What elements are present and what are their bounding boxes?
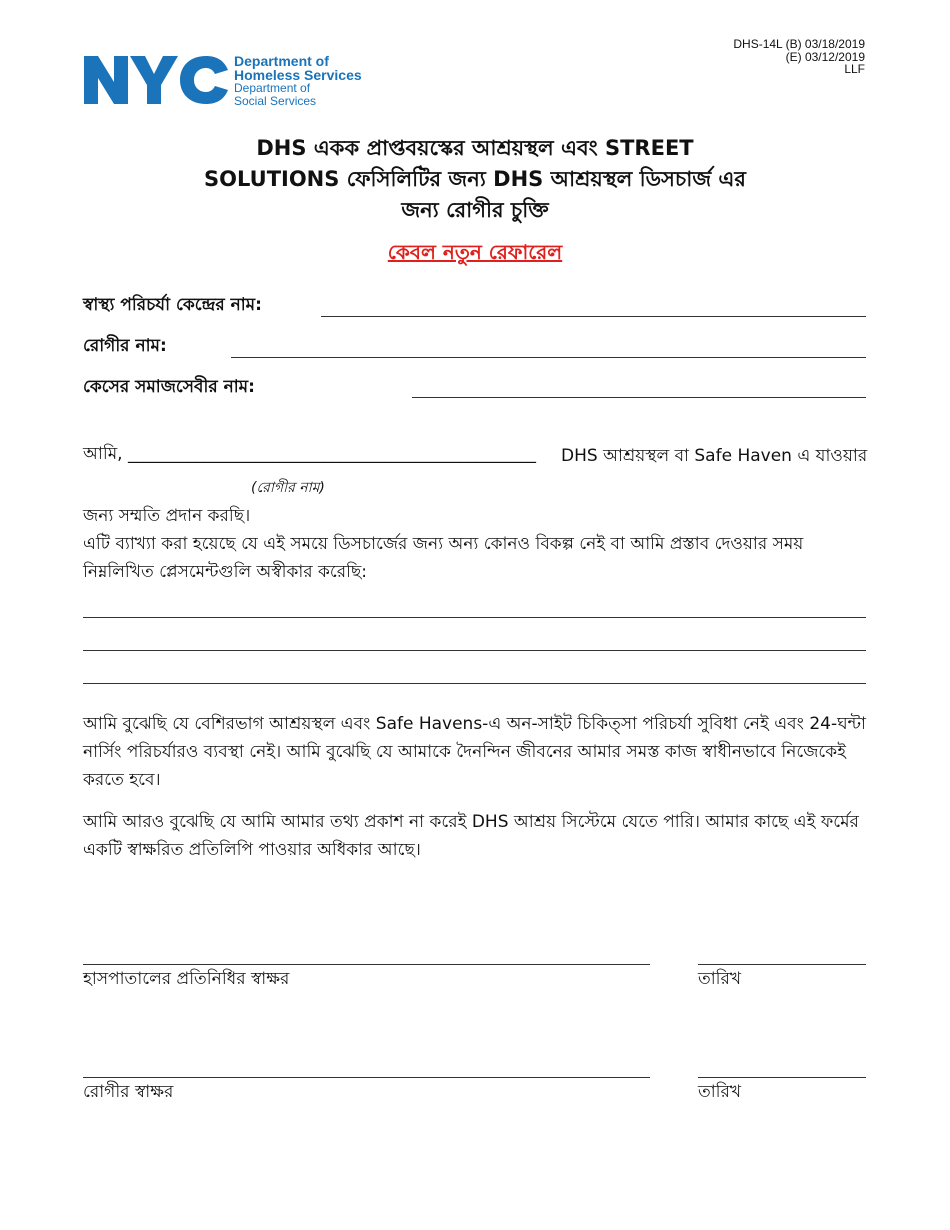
consent-name-line[interactable] <box>83 441 536 469</box>
hospital-rep-signature-label: হাসপাতালের প্রতিনিধির স্বাক্ষর <box>83 969 290 989</box>
nyc-logo <box>82 54 372 110</box>
consent-prefix: আমি, ________________________________________________ <box>83 444 536 464</box>
caseworker-name-label: কেসের সমাজসেবীর নাম: <box>83 377 255 397</box>
title-line2: SOLUTIONS ফেসিলিটির জন্য DHS আশ্রয়স্থল ডিসচার্জ এর <box>204 167 746 191</box>
consent-text <box>83 502 873 586</box>
document-subtitle: কেবল নতুন রেফারেল <box>387 240 563 264</box>
form-code-line1: DHS-14L (B) 03/18/2019 <box>733 37 865 51</box>
title-line3: জন্য রোগীর চুক্তি <box>401 198 549 222</box>
patient-name-label: রোগীর নাম: <box>83 336 167 356</box>
patient-signature-label: রোগীর স্বাক্ষর <box>83 1082 174 1102</box>
logo-line4: Social Services <box>234 94 317 108</box>
consent-suffix: DHS আশ্রয়স্থল বা Safe Haven এ যাওয়ার <box>561 446 868 466</box>
paragraph-1-line1: আমি বুঝেছি যে বেশিরভাগ আশ্রয়স্থল এবং Safe Havens-এ অন-সাইট চিকিত্সা পরিচর্যা সুবিধা নেই এবং 24-ঘন্টা <box>83 714 866 734</box>
patient-name-hint: (রোগীর নাম) <box>251 480 325 496</box>
paragraph-1-line3: করতে হবে। <box>83 770 161 790</box>
logo-line1: Department of <box>234 53 329 69</box>
facility-name-label: স্বাস্থ্য পরিচর্যা কেন্দ্রের নাম: <box>83 295 262 315</box>
declined-placement-line-2[interactable] <box>83 650 866 651</box>
paragraph-1-line2: নার্সিং পরিচর্যারও ব্যবস্থা নেই। আমি বুঝেছি যে আমাকে দৈনন্দিন জীবনের আমার সমস্ত কাজ স্বাধীনভাবে নিজেকেই <box>83 742 846 762</box>
consent-line4: নিম্নলিখিত প্লেসমেন্টগুলি অস্বীকার করেছি: <box>83 562 367 582</box>
document-title <box>150 133 800 226</box>
title-line1: DHS একক প্রাপ্তবয়স্কের আশ্রয়স্থল এবং STREET <box>256 136 694 160</box>
paragraph-2 <box>83 808 873 864</box>
facility-name-field[interactable] <box>321 316 866 317</box>
form-code <box>733 38 865 76</box>
caseworker-name-field[interactable] <box>412 397 866 398</box>
date-line-2[interactable] <box>698 1077 866 1078</box>
date-line-1[interactable] <box>698 964 866 965</box>
paragraph-2-line1: আমি আরও বুঝেছি যে আমি আমার তথ্য প্রকাশ না করেই DHS আশ্রয় সিস্টেমে যেতে পারি। আমার কাছে এই ফর্মের <box>83 812 859 832</box>
consent-line3: এটি ব্যাখ্যা করা হয়েছে যে এই সময়ে ডিসচার্জের জন্য অন্য কোনও বিকল্প নেই বা আমি প্রস্তাব দেওয়ার সময় <box>83 534 804 554</box>
patient-signature-line[interactable] <box>83 1077 650 1078</box>
patient-name-field[interactable] <box>231 357 866 358</box>
declined-placement-line-1[interactable] <box>83 617 866 618</box>
nyc-logo-mark <box>82 54 230 106</box>
date-label-2: তারিখ <box>698 1082 742 1102</box>
hospital-rep-signature-line[interactable] <box>83 964 650 965</box>
logo-line2: Homeless Services <box>234 67 362 83</box>
consent-line2: জন্য সম্মতি প্রদান করছি। <box>83 506 251 526</box>
declined-placement-line-3[interactable] <box>83 683 866 684</box>
date-label-1: তারিখ <box>698 969 742 989</box>
form-code-line2: (E) 03/12/2019 <box>785 49 865 64</box>
paragraph-2-line2: একটি স্বাক্ষরিত প্রতিলিপি পাওয়ার অধিকার আছে। <box>83 840 421 860</box>
form-code-line3: LLF <box>844 62 865 76</box>
paragraph-1 <box>83 710 873 794</box>
logo-line3: Department of <box>234 81 311 95</box>
